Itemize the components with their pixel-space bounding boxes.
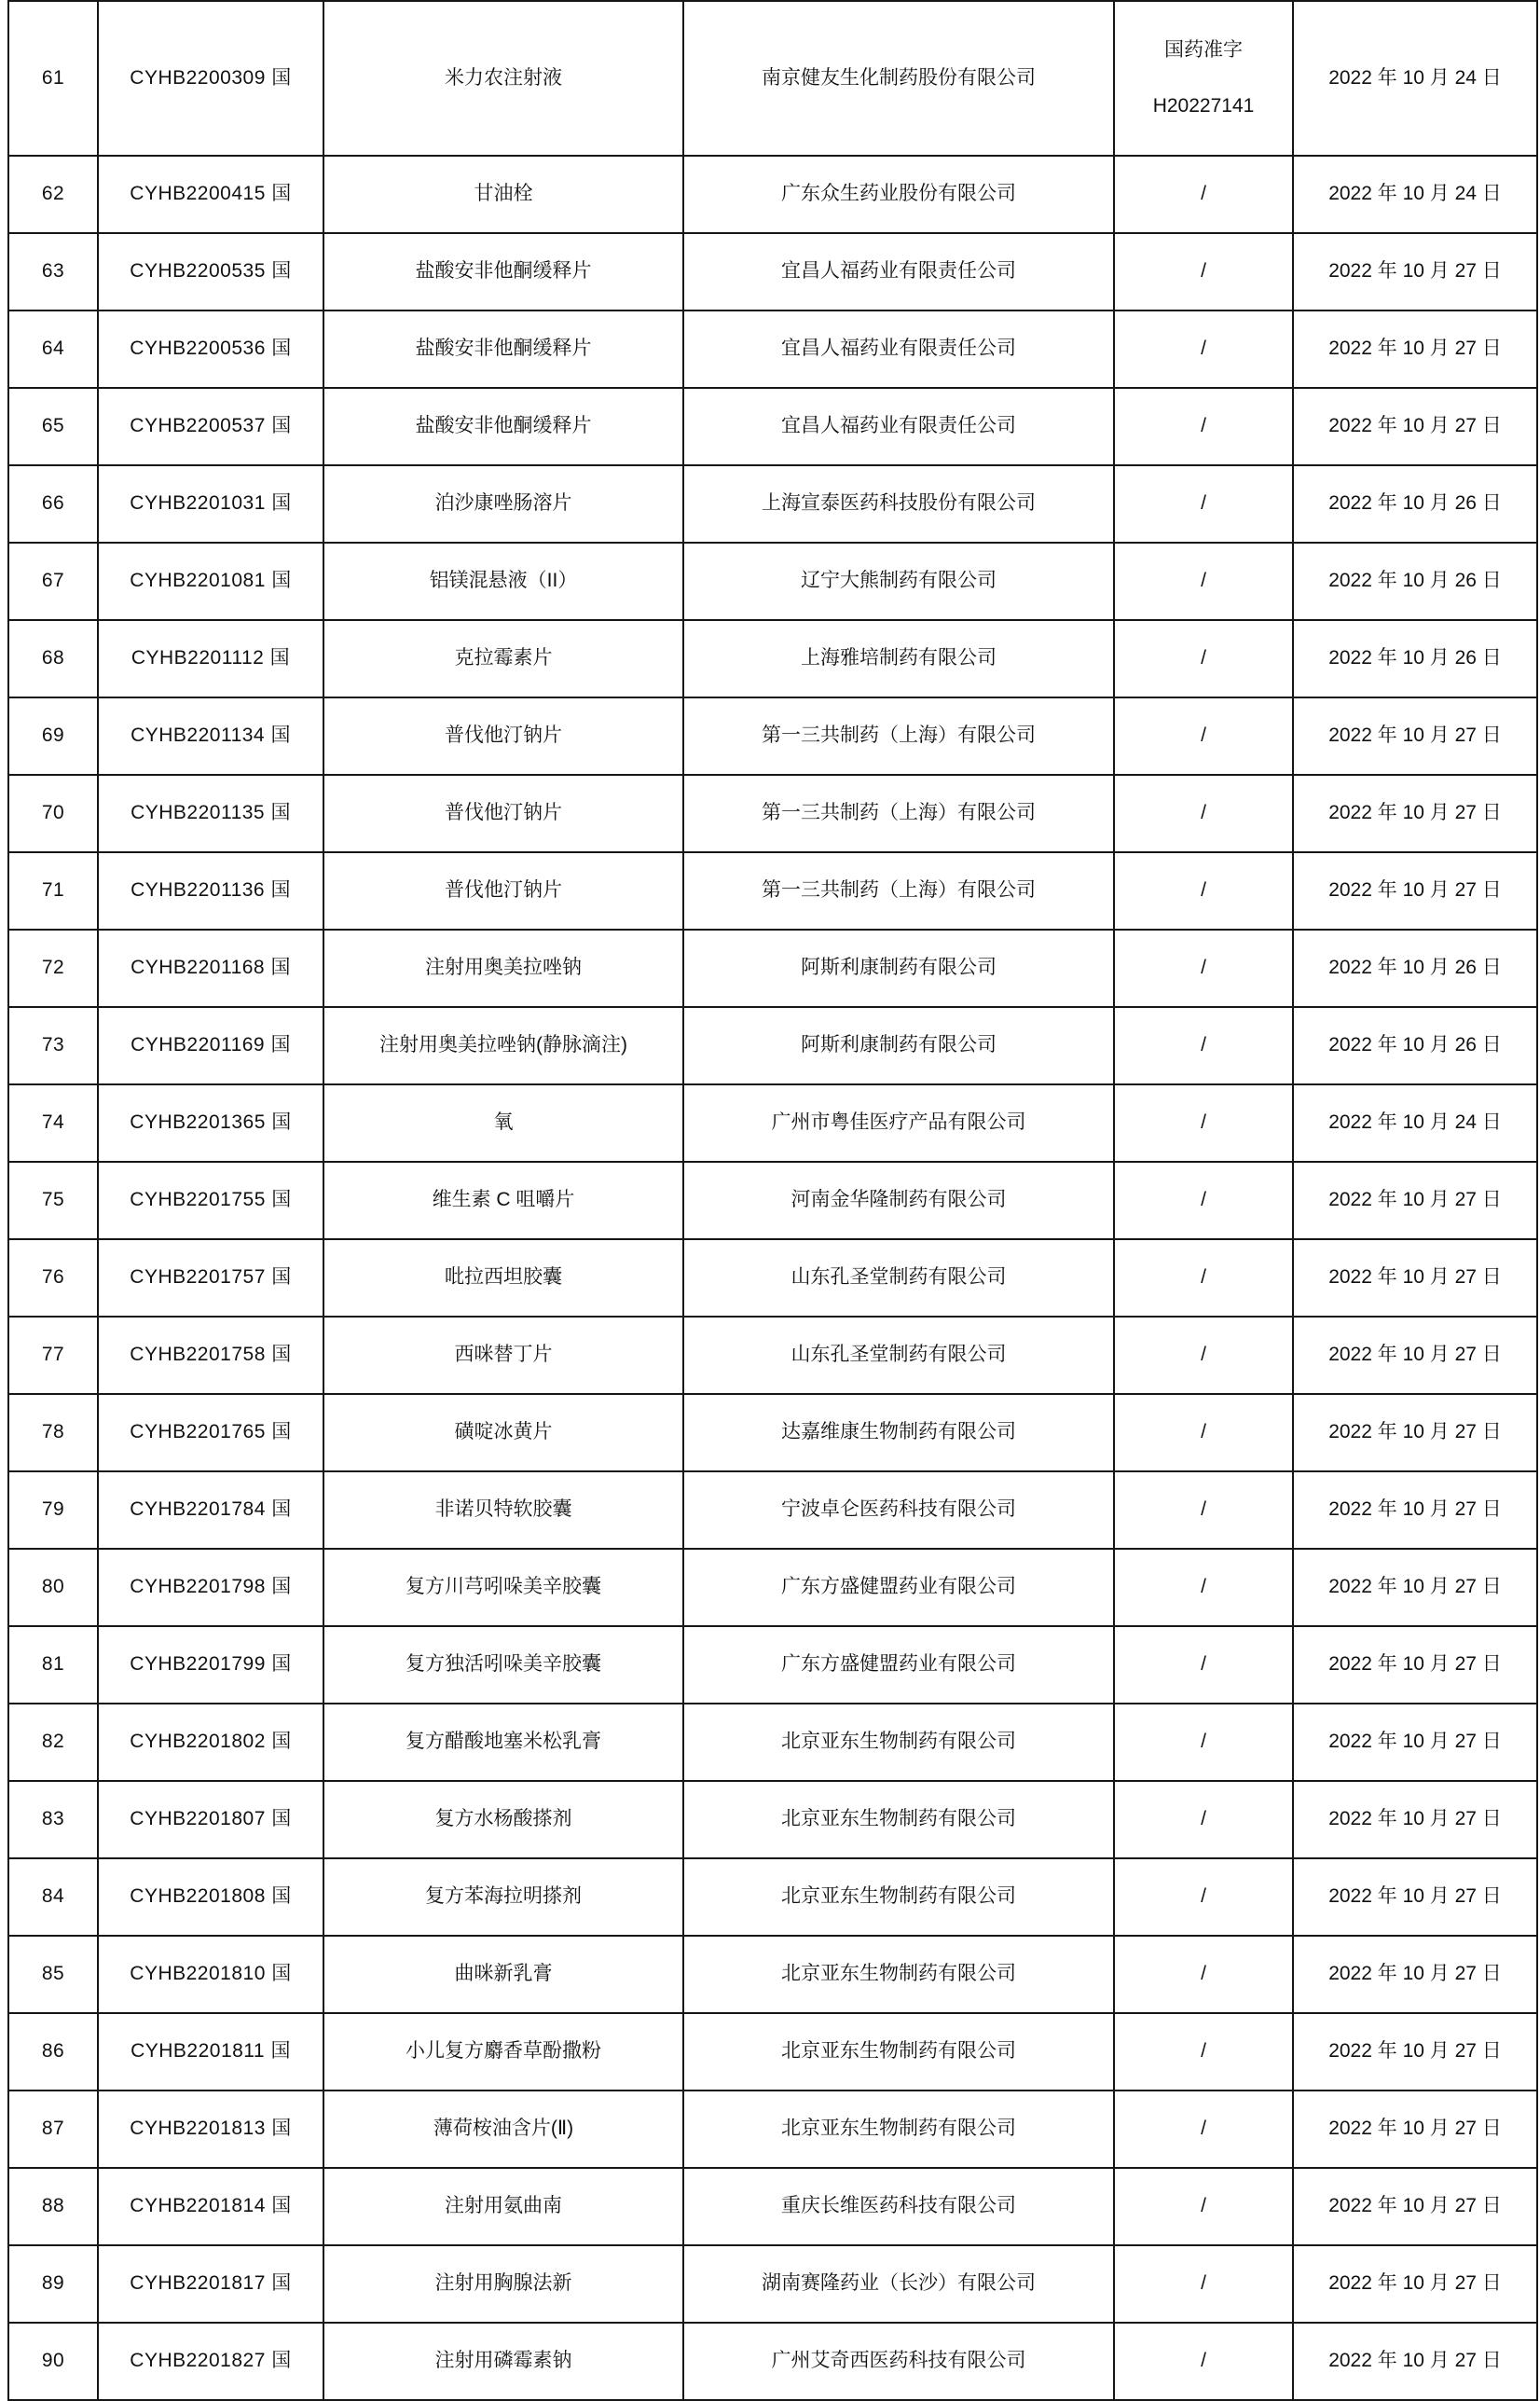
acceptance-code-cell: CYHB2201757 国 [98,1239,323,1317]
company-cell: 阿斯利康制药有限公司 [683,1007,1114,1084]
drug-approval-table [7,0,1538,2401]
row-number-cell: 74 [8,1084,98,1162]
approval-date-cell: 2022 年 10 月 26 日 [1293,620,1537,697]
row-number-cell: 72 [8,930,98,1007]
row-number-cell: 73 [8,1007,98,1084]
company-cell: 山东孔圣堂制药有限公司 [683,1317,1114,1394]
approval-date-cell: 2022 年 10 月 26 日 [1293,930,1537,1007]
table-row [8,1549,1537,1626]
approval-date-cell: 2022 年 10 月 26 日 [1293,543,1537,620]
acceptance-code-cell: CYHB2201811 国 [98,2013,323,2091]
acceptance-code-cell: CYHB2201765 国 [98,1394,323,1471]
company-cell: 湖南赛隆药业（长沙）有限公司 [683,2245,1114,2323]
row-number-cell: 84 [8,1858,98,1936]
approval-date-cell: 2022 年 10 月 27 日 [1293,1394,1537,1471]
approval-prefix: 国药准字 [1164,38,1243,61]
row-number-cell: 66 [8,465,98,543]
table-row [8,1626,1537,1704]
company-cell: 辽宁大熊制药有限公司 [683,543,1114,620]
approval-number-cell: / [1114,620,1293,697]
company-cell: 北京亚东生物制药有限公司 [683,1781,1114,1858]
row-number-cell: 83 [8,1781,98,1858]
acceptance-code-cell: CYHB2201758 国 [98,1317,323,1394]
acceptance-code-cell: CYHB2201168 国 [98,930,323,1007]
approval-date-cell: 2022 年 10 月 27 日 [1293,1317,1537,1394]
acceptance-code-cell: CYHB2201136 国 [98,852,323,930]
acceptance-code-cell: CYHB2201134 国 [98,697,323,775]
approval-date-cell: 2022 年 10 月 27 日 [1293,1936,1537,2013]
drug-name-cell: 注射用奥美拉唑钠 [323,930,683,1007]
drug-name-cell: 西咪替丁片 [323,1317,683,1394]
acceptance-code-cell: CYHB2201810 国 [98,1936,323,2013]
approval-number-cell: / [1114,1239,1293,1317]
approval-number-cell: / [1114,2013,1293,2091]
table-body [8,1,1537,2400]
row-number-cell: 77 [8,1317,98,1394]
drug-name-cell: 复方苯海拉明搽剂 [323,1858,683,1936]
row-number-cell: 69 [8,697,98,775]
row-number-cell: 62 [8,156,98,233]
row-number-cell: 76 [8,1239,98,1317]
company-cell: 宜昌人福药业有限责任公司 [683,388,1114,465]
company-cell: 第一三共制药（上海）有限公司 [683,852,1114,930]
table-row [8,2091,1537,2168]
company-cell: 广东方盛健盟药业有限公司 [683,1626,1114,1704]
drug-name-cell: 盐酸安非他酮缓释片 [323,388,683,465]
approval-number-cell: / [1114,1858,1293,1936]
drug-name-cell: 注射用磷霉素钠 [323,2323,683,2400]
company-cell: 第一三共制药（上海）有限公司 [683,775,1114,852]
approval-number-cell: / [1114,465,1293,543]
row-number-cell: 81 [8,1626,98,1704]
approval-number-cell: / [1114,1317,1293,1394]
drug-name-cell: 盐酸安非他酮缓释片 [323,233,683,310]
row-number-cell: 90 [8,2323,98,2400]
drug-name-cell: 米力农注射液 [323,1,683,156]
drug-name-cell: 普伐他汀钠片 [323,697,683,775]
drug-name-cell: 磺啶冰黄片 [323,1394,683,1471]
acceptance-code-cell: CYHB2201365 国 [98,1084,323,1162]
approval-number-cell: / [1114,543,1293,620]
table-row [8,156,1537,233]
table-row [8,1317,1537,1394]
table-row [8,620,1537,697]
row-number-cell: 87 [8,2091,98,2168]
company-cell: 上海宣泰医药科技股份有限公司 [683,465,1114,543]
acceptance-code-cell: CYHB2200536 国 [98,310,323,388]
approval-date-cell: 2022 年 10 月 24 日 [1293,1,1537,156]
approval-number-cell: / [1114,1936,1293,2013]
drug-name-cell: 注射用氨曲南 [323,2168,683,2245]
approval-code: H20227141 [1152,95,1255,117]
table-row [8,1394,1537,1471]
acceptance-code-cell: CYHB2200535 国 [98,233,323,310]
acceptance-code-cell: CYHB2201081 国 [98,543,323,620]
row-number-cell: 80 [8,1549,98,1626]
table-row [8,1162,1537,1239]
acceptance-code-cell: CYHB2201031 国 [98,465,323,543]
row-number-cell: 78 [8,1394,98,1471]
drug-name-cell: 甘油栓 [323,156,683,233]
company-cell: 北京亚东生物制药有限公司 [683,2091,1114,2168]
approval-date-cell: 2022 年 10 月 27 日 [1293,1471,1537,1549]
approval-date-cell: 2022 年 10 月 27 日 [1293,1239,1537,1317]
acceptance-code-cell: CYHB2201755 国 [98,1162,323,1239]
company-cell: 广州市粤佳医疗产品有限公司 [683,1084,1114,1162]
acceptance-code-cell: CYHB2200537 国 [98,388,323,465]
acceptance-code-cell: CYHB2201112 国 [98,620,323,697]
acceptance-code-cell: CYHB2201808 国 [98,1858,323,1936]
company-cell: 山东孔圣堂制药有限公司 [683,1239,1114,1317]
table-row [8,1936,1537,2013]
approval-date-cell: 2022 年 10 月 27 日 [1293,388,1537,465]
table-row [8,1084,1537,1162]
row-number-cell: 75 [8,1162,98,1239]
table-row [8,697,1537,775]
drug-name-cell: 维生素 C 咀嚼片 [323,1162,683,1239]
company-cell: 北京亚东生物制药有限公司 [683,1858,1114,1936]
approval-number-cell: / [1114,233,1293,310]
approval-date-cell: 2022 年 10 月 27 日 [1293,233,1537,310]
table-row [8,1007,1537,1084]
approval-number-cell: / [1114,1626,1293,1704]
acceptance-code-cell: CYHB2201798 国 [98,1549,323,1626]
company-cell: 达嘉维康生物制药有限公司 [683,1394,1114,1471]
approval-date-cell: 2022 年 10 月 27 日 [1293,1781,1537,1858]
approval-number-cell: / [1114,1781,1293,1858]
acceptance-code-cell: CYHB2201813 国 [98,2091,323,2168]
acceptance-code-cell: CYHB2201807 国 [98,1781,323,1858]
company-cell: 广州艾奇西医药科技有限公司 [683,2323,1114,2400]
approval-date-cell: 2022 年 10 月 27 日 [1293,2091,1537,2168]
drug-name-cell: 普伐他汀钠片 [323,775,683,852]
approval-date-cell: 2022 年 10 月 24 日 [1293,1084,1537,1162]
approval-date-cell: 2022 年 10 月 26 日 [1293,465,1537,543]
approval-date-cell: 2022 年 10 月 27 日 [1293,2323,1537,2400]
company-cell: 阿斯利康制药有限公司 [683,930,1114,1007]
approval-date-cell: 2022 年 10 月 27 日 [1293,852,1537,930]
row-number-cell: 82 [8,1704,98,1781]
acceptance-code-cell: CYHB2201814 国 [98,2168,323,2245]
approval-number-cell: / [1114,1549,1293,1626]
drug-name-cell: 薄荷桉油含片(Ⅱ) [323,2091,683,2168]
approval-number-cell: / [1114,697,1293,775]
table-row [8,2323,1537,2400]
table-row [8,2168,1537,2245]
approval-date-cell: 2022 年 10 月 27 日 [1293,310,1537,388]
drug-name-cell: 复方川芎吲哚美辛胶囊 [323,1549,683,1626]
company-cell: 第一三共制药（上海）有限公司 [683,697,1114,775]
table-row [8,852,1537,930]
drug-name-cell: 复方醋酸地塞米松乳膏 [323,1704,683,1781]
table-row [8,543,1537,620]
drug-name-cell: 盐酸安非他酮缓释片 [323,310,683,388]
company-cell: 北京亚东生物制药有限公司 [683,1936,1114,2013]
row-number-cell: 61 [8,1,98,156]
table-row [8,233,1537,310]
approval-number-cell: / [1114,930,1293,1007]
approval-date-cell: 2022 年 10 月 27 日 [1293,1858,1537,1936]
table-row [8,388,1537,465]
row-number-cell: 79 [8,1471,98,1549]
approval-date-cell: 2022 年 10 月 27 日 [1293,2245,1537,2323]
approval-number-cell: / [1114,2245,1293,2323]
company-cell: 广东方盛健盟药业有限公司 [683,1549,1114,1626]
row-number-cell: 88 [8,2168,98,2245]
company-cell: 北京亚东生物制药有限公司 [683,2013,1114,2091]
approval-number-cell [1114,1,1293,156]
table-row [8,310,1537,388]
approval-number-cell: / [1114,2168,1293,2245]
approval-number-cell: / [1114,1007,1293,1084]
drug-name-cell: 非诺贝特软胶囊 [323,1471,683,1549]
acceptance-code-cell: CYHB2200309 国 [98,1,323,156]
approval-number-cell: / [1114,2091,1293,2168]
approval-number-cell: / [1114,852,1293,930]
drug-name-cell: 注射用奥美拉唑钠(静脉滴注) [323,1007,683,1084]
table-row [8,1471,1537,1549]
approval-date-cell: 2022 年 10 月 27 日 [1293,775,1537,852]
table-row [8,1781,1537,1858]
approval-number-cell: / [1114,1084,1293,1162]
approval-number-cell: / [1114,156,1293,233]
company-cell: 河南金华隆制药有限公司 [683,1162,1114,1239]
approval-date-cell: 2022 年 10 月 27 日 [1293,1704,1537,1781]
drug-name-cell: 曲咪新乳膏 [323,1936,683,2013]
table-row [8,1704,1537,1781]
drug-name-cell: 注射用胸腺法新 [323,2245,683,2323]
approval-number-cell: / [1114,1394,1293,1471]
table-row [8,930,1537,1007]
drug-name-cell: 复方水杨酸搽剂 [323,1781,683,1858]
company-cell: 北京亚东生物制药有限公司 [683,1704,1114,1781]
table-row [8,775,1537,852]
acceptance-code-cell: CYHB2201827 国 [98,2323,323,2400]
drug-name-cell: 吡拉西坦胶囊 [323,1239,683,1317]
table-row [8,2013,1537,2091]
row-number-cell: 63 [8,233,98,310]
company-cell: 重庆长维医药科技有限公司 [683,2168,1114,2245]
company-cell: 南京健友生化制药股份有限公司 [683,1,1114,156]
table-row [8,2245,1537,2323]
approval-date-cell: 2022 年 10 月 26 日 [1293,1007,1537,1084]
approval-number-cell: / [1114,2323,1293,2400]
approval-number-cell: / [1114,1471,1293,1549]
company-cell: 宜昌人福药业有限责任公司 [683,233,1114,310]
approval-number-cell: / [1114,310,1293,388]
approval-date-cell: 2022 年 10 月 27 日 [1293,2168,1537,2245]
acceptance-code-cell: CYHB2200415 国 [98,156,323,233]
table-row [8,1858,1537,1936]
approval-date-cell: 2022 年 10 月 24 日 [1293,156,1537,233]
row-number-cell: 85 [8,1936,98,2013]
row-number-cell: 64 [8,310,98,388]
approval-date-cell: 2022 年 10 月 27 日 [1293,1626,1537,1704]
company-cell: 宁波卓仑医药科技有限公司 [683,1471,1114,1549]
acceptance-code-cell: CYHB2201817 国 [98,2245,323,2323]
acceptance-code-cell: CYHB2201802 国 [98,1704,323,1781]
table-row [8,1,1537,156]
acceptance-code-cell: CYHB2201784 国 [98,1471,323,1549]
table-row [8,1239,1537,1317]
row-number-cell: 71 [8,852,98,930]
approval-date-cell: 2022 年 10 月 27 日 [1293,2013,1537,2091]
row-number-cell: 67 [8,543,98,620]
drug-name-cell: 复方独活吲哚美辛胶囊 [323,1626,683,1704]
drug-name-cell: 克拉霉素片 [323,620,683,697]
approval-number-cell: / [1114,775,1293,852]
table-row [8,465,1537,543]
approval-number-cell: / [1114,1704,1293,1781]
company-cell: 广东众生药业股份有限公司 [683,156,1114,233]
row-number-cell: 70 [8,775,98,852]
drug-name-cell: 普伐他汀钠片 [323,852,683,930]
company-cell: 上海雅培制药有限公司 [683,620,1114,697]
acceptance-code-cell: CYHB2201799 国 [98,1626,323,1704]
approval-date-cell: 2022 年 10 月 27 日 [1293,697,1537,775]
drug-name-cell: 氧 [323,1084,683,1162]
approval-number-cell: / [1114,388,1293,465]
drug-name-cell: 小儿复方麝香草酚撒粉 [323,2013,683,2091]
row-number-cell: 89 [8,2245,98,2323]
row-number-cell: 86 [8,2013,98,2091]
company-cell: 宜昌人福药业有限责任公司 [683,310,1114,388]
approval-date-cell: 2022 年 10 月 27 日 [1293,1162,1537,1239]
approval-number-cell: / [1114,1162,1293,1239]
row-number-cell: 68 [8,620,98,697]
row-number-cell: 65 [8,388,98,465]
drug-name-cell: 泊沙康唑肠溶片 [323,465,683,543]
approval-date-cell: 2022 年 10 月 27 日 [1293,1549,1537,1626]
acceptance-code-cell: CYHB2201135 国 [98,775,323,852]
acceptance-code-cell: CYHB2201169 国 [98,1007,323,1084]
drug-name-cell: 铝镁混悬液（II） [323,543,683,620]
